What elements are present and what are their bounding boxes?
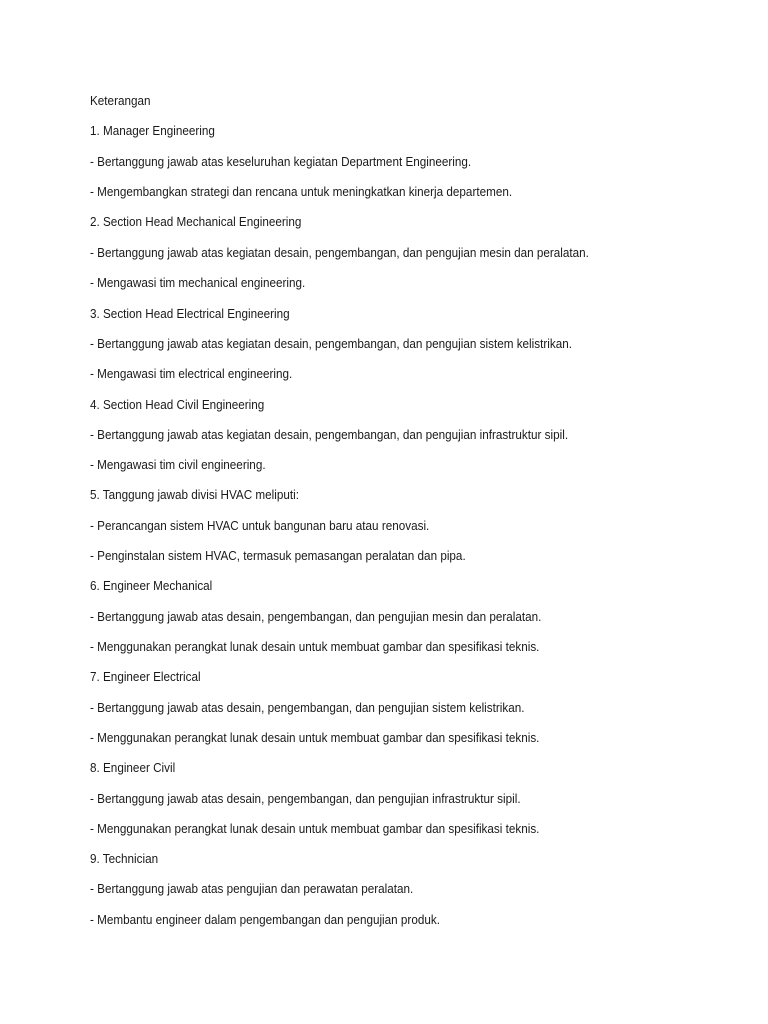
- section-title-electrical-head: 3. Section Head Electrical Engineering: [90, 306, 290, 321]
- bullet-line: - Bertanggung jawab atas kegiatan desain, pengembangan, dan pengujian sistem kelistrikan.: [90, 336, 572, 351]
- section-title-hvac: 5. Tanggung jawab divisi HVAC meliputi:: [90, 487, 299, 502]
- bullet-line: - Bertanggung jawab atas pengujian dan perawatan peralatan.: [90, 881, 414, 896]
- bullet-line: - Mengembangkan strategi dan rencana untuk meningkatkan kinerja departemen.: [90, 184, 513, 199]
- bullet-line: - Membantu engineer dalam pengembangan dan pengujian produk.: [90, 912, 440, 927]
- bullet-line: - Menggunakan perangkat lunak desain untuk membuat gambar dan spesifikasi teknis.: [90, 730, 540, 745]
- document-heading: Keterangan: [90, 93, 151, 108]
- bullet-line: - Bertanggung jawab atas desain, pengembangan, dan pengujian mesin dan peralatan.: [90, 609, 542, 624]
- bullet-line: - Bertanggung jawab atas desain, pengembangan, dan pengujian infrastruktur sipil.: [90, 791, 521, 806]
- bullet-line: - Bertanggung jawab atas kegiatan desain, pengembangan, dan pengujian infrastruktur sipil.: [90, 427, 569, 442]
- section-title-engineer-electrical: 7. Engineer Electrical: [90, 669, 201, 684]
- bullet-line: - Menggunakan perangkat lunak desain untuk membuat gambar dan spesifikasi teknis.: [90, 639, 540, 654]
- bullet-line: - Bertanggung jawab atas kegiatan desain, pengembangan, dan pengujian mesin dan peralatan.: [90, 245, 589, 260]
- bullet-line: - Penginstalan sistem HVAC, termasuk pemasangan peralatan dan pipa.: [90, 548, 466, 563]
- section-title-technician: 9. Technician: [90, 851, 159, 866]
- bullet-line: - Perancangan sistem HVAC untuk bangunan baru atau renovasi.: [90, 518, 430, 533]
- bullet-line: - Mengawasi tim civil engineering.: [90, 457, 266, 472]
- bullet-line: - Menggunakan perangkat lunak desain untuk membuat gambar dan spesifikasi teknis.: [90, 821, 540, 836]
- bullet-line: - Bertanggung jawab atas desain, pengembangan, dan pengujian sistem kelistrikan.: [90, 700, 525, 715]
- bullet-line: - Mengawasi tim electrical engineering.: [90, 366, 293, 381]
- bullet-line: - Bertanggung jawab atas keseluruhan kegiatan Department Engineering.: [90, 154, 472, 169]
- section-title-manager-engineering: 1. Manager Engineering: [90, 123, 215, 138]
- section-title-engineer-mechanical: 6. Engineer Mechanical: [90, 578, 213, 593]
- section-title-civil-head: 4. Section Head Civil Engineering: [90, 397, 265, 412]
- section-title-mechanical-head: 2. Section Head Mechanical Engineering: [90, 214, 302, 229]
- bullet-line: - Mengawasi tim mechanical engineering.: [90, 275, 306, 290]
- section-title-engineer-civil: 8. Engineer Civil: [90, 760, 176, 775]
